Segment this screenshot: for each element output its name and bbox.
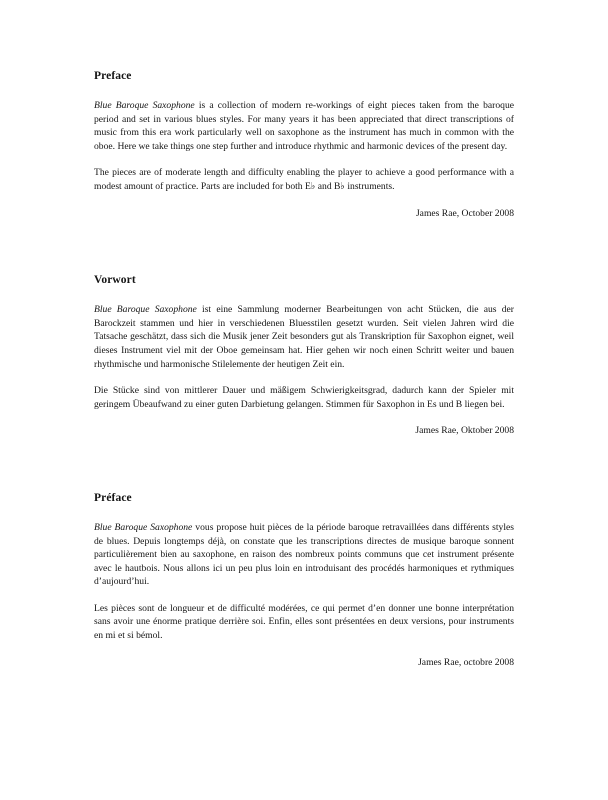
signature: James Rae, Oktober 2008 xyxy=(415,425,514,437)
work-title: Blue Baroque Saxophone xyxy=(94,100,195,111)
section-heading: Vorwort xyxy=(94,274,136,287)
section-vorwort-german xyxy=(94,274,514,438)
paragraph-text: is a collection of modern re-workings of eight pieces taken from the baroque period and set in various blues styles. For many years it has been appreciated that direct transcriptions of music from this era work particularly well on saxophone as the instrument has much in common with the oboe. Here we take things one step further and introduce rhythmic and harmonic devices of the present day. xyxy=(94,100,514,152)
paragraph: Les pièces sont de longueur et de difficulté modérées, ce qui permet d’en donner une bonne interprétation sans avoir une énorme pratique derrière soi. Enfin, elles sont présentées en deux versions, pour instruments en mi et si bémol. xyxy=(94,602,514,642)
paragraph-text: ist eine Sammlung moderner Bearbeitungen von acht Stücken, die aus der Barockzeit stammen und hier in verschiedenen Bluesstilen gesetzt wurden. Seit vielen Jahren wird die Tatsache geschätzt, dass sich die Musik jener Zeit besonders gut als Transkription für Saxophon eignet, weil dieses Instrument viel mit der Oboe gemeinsam hat. Hier gehen wir noch einen Schritt weiter und bauen rhythmische und harmonische Stilelemente der heutigen Zeit ein. xyxy=(94,304,515,370)
section-preface-french xyxy=(94,492,514,669)
signature: James Rae, octobre 2008 xyxy=(418,656,514,668)
section-heading: Preface xyxy=(94,70,132,82)
signature: James Rae, October 2008 xyxy=(415,207,514,219)
paragraph: Die Stücke sind von mittlerer Dauer und mäßigem Schwierigkeitsgrad, dadurch kann der Spieler mit geringem Übeaufwand zu einer guten Darbietung gelangen. Stimmen für Saxophon in Es und B liegen bei. xyxy=(94,385,514,410)
paragraph xyxy=(94,521,514,589)
paragraph xyxy=(94,303,514,371)
paragraph-text: vous propose huit pièces de la période baroque retravaillées dans différents styles de blues. Depuis longtemps déjà, on constate que les transcriptions directes de musique baroque sonnent particulièrement bien au saxophone, en raison des nombreux points communs que cet instrument présente avec le hautbois. Nous allons ici un peu plus loin en introduisant des procédés harmoniques et rythmiques d’aujourd’hui. xyxy=(94,521,515,588)
work-title: Blue Baroque Saxophone xyxy=(94,304,197,316)
paragraph xyxy=(94,99,514,153)
work-title: Blue Baroque Saxophone xyxy=(94,521,193,533)
section-heading: Préface xyxy=(94,491,132,504)
paragraph: The pieces are of moderate length and difficulty enabling the player to achieve a good performance with a modest amount of practice. Parts are included for both E♭ and B♭ instruments. xyxy=(94,167,514,192)
section-preface-english xyxy=(94,70,514,220)
